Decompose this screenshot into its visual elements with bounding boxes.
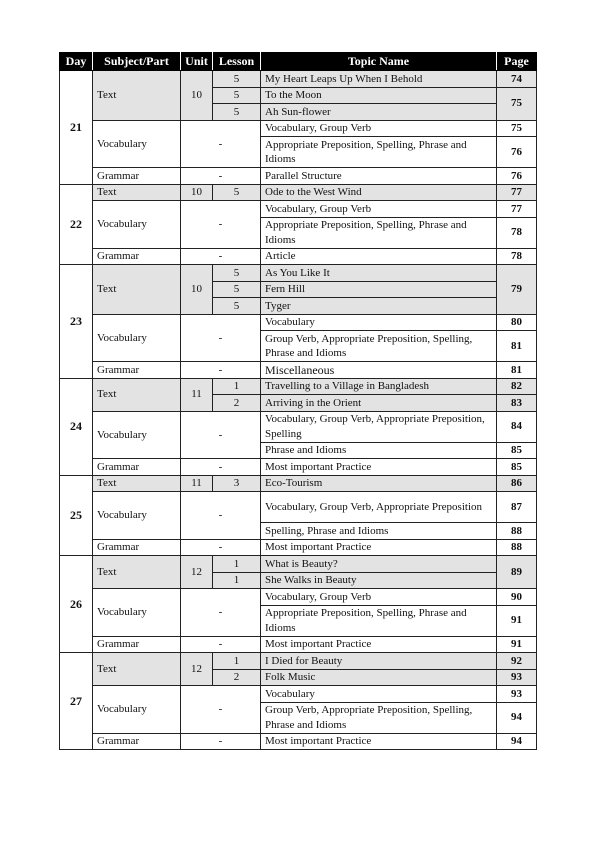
- header-lesson: Lesson: [213, 53, 261, 71]
- topic-name: Most important Practice: [261, 636, 497, 653]
- unit-dash: -: [181, 589, 261, 637]
- page-number: 77: [497, 184, 537, 201]
- table-row: [60, 733, 537, 750]
- page-number: 75: [497, 120, 537, 137]
- page-number: 87: [497, 492, 537, 523]
- day-number: 22: [60, 184, 93, 265]
- table-row: [60, 492, 537, 523]
- subject-text: Text: [93, 184, 181, 201]
- subject-text: Text: [93, 653, 181, 686]
- table-row: [60, 378, 537, 395]
- day-number: 25: [60, 475, 93, 556]
- page-number: 94: [497, 733, 537, 750]
- subject-vocabulary: Vocabulary: [93, 201, 181, 249]
- lesson-number: 5: [213, 281, 261, 298]
- page-number: 94: [497, 702, 537, 733]
- subject-grammar: Grammar: [93, 539, 181, 556]
- page-number: 89: [497, 556, 537, 589]
- unit-dash: -: [181, 459, 261, 476]
- unit-number: 12: [181, 653, 213, 686]
- topic-name: Miscellaneous: [261, 362, 497, 379]
- page-number: 82: [497, 378, 537, 395]
- header-unit: Unit: [181, 53, 213, 71]
- page-number: 74: [497, 71, 537, 88]
- page-number: 79: [497, 265, 537, 315]
- page-number: 91: [497, 636, 537, 653]
- page-number: 76: [497, 137, 537, 168]
- header-row: [60, 53, 537, 71]
- table-row: [60, 71, 537, 88]
- table-row: [60, 184, 537, 201]
- topic-name: Article: [261, 248, 497, 265]
- topic-name: Ah Sun-flower: [261, 104, 497, 121]
- topic-name: Most important Practice: [261, 459, 497, 476]
- lesson-number: 1: [213, 378, 261, 395]
- unit-dash: -: [181, 492, 261, 540]
- page-number: 93: [497, 669, 537, 686]
- page-number: 80: [497, 314, 537, 331]
- page-number: 84: [497, 411, 537, 442]
- lesson-number: 3: [213, 475, 261, 492]
- lesson-number: 1: [213, 653, 261, 670]
- topic-name: Vocabulary, Group Verb, Appropriate Preposition, Spelling: [261, 411, 497, 442]
- subject-text: Text: [93, 265, 181, 315]
- table-row: [60, 201, 537, 218]
- lesson-number: 1: [213, 556, 261, 573]
- page-number: 75: [497, 87, 537, 120]
- subject-vocabulary: Vocabulary: [93, 589, 181, 637]
- table-row: [60, 475, 537, 492]
- topic-name: Group Verb, Appropriate Preposition, Spelling, Phrase and Idioms: [261, 702, 497, 733]
- topic-name: She Walks in Beauty: [261, 572, 497, 589]
- subject-vocabulary: Vocabulary: [93, 120, 181, 168]
- subject-grammar: Grammar: [93, 636, 181, 653]
- day-number: 21: [60, 71, 93, 185]
- day-number: 27: [60, 653, 93, 750]
- topic-name: My Heart Leaps Up When I Behold: [261, 71, 497, 88]
- topic-name: Vocabulary, Group Verb, Appropriate Preposition: [261, 492, 497, 523]
- topic-name: Group Verb, Appropriate Preposition, Spelling, Phrase and Idioms: [261, 331, 497, 362]
- unit-dash: -: [181, 201, 261, 249]
- topic-name: Eco-Tourism: [261, 475, 497, 492]
- subject-text: Text: [93, 475, 181, 492]
- page-number: 90: [497, 589, 537, 606]
- subject-vocabulary: Vocabulary: [93, 411, 181, 459]
- subject-vocabulary: Vocabulary: [93, 686, 181, 734]
- unit-dash: -: [181, 362, 261, 379]
- lesson-number: 5: [213, 71, 261, 88]
- subject-grammar: Grammar: [93, 168, 181, 185]
- topic-name: Vocabulary: [261, 314, 497, 331]
- topic-name: Vocabulary, Group Verb: [261, 120, 497, 137]
- header-page: Page: [497, 53, 537, 71]
- page-number: 91: [497, 605, 537, 636]
- header-topic: Topic Name: [261, 53, 497, 71]
- lesson-number: 5: [213, 184, 261, 201]
- unit-dash: -: [181, 636, 261, 653]
- page-number: 85: [497, 442, 537, 459]
- subject-grammar: Grammar: [93, 733, 181, 750]
- page-number: 93: [497, 686, 537, 703]
- lesson-number: 5: [213, 104, 261, 121]
- unit-number: 11: [181, 378, 213, 411]
- subject-text: Text: [93, 556, 181, 589]
- table-row: [60, 589, 537, 606]
- topic-name: Ode to the West Wind: [261, 184, 497, 201]
- lesson-number: 5: [213, 298, 261, 315]
- topic-name: Phrase and Idioms: [261, 442, 497, 459]
- table-row: [60, 120, 537, 137]
- topic-name: Most important Practice: [261, 733, 497, 750]
- page-number: 76: [497, 168, 537, 185]
- table-row: [60, 265, 537, 282]
- subject-grammar: Grammar: [93, 459, 181, 476]
- page-number: 85: [497, 459, 537, 476]
- unit-dash: -: [181, 539, 261, 556]
- day-number: 24: [60, 378, 93, 475]
- topic-name: Appropriate Preposition, Spelling, Phrase and Idioms: [261, 137, 497, 168]
- page-number: 77: [497, 201, 537, 218]
- table-row: [60, 686, 537, 703]
- unit-dash: -: [181, 248, 261, 265]
- topic-name: As You Like It: [261, 265, 497, 282]
- page-number: 78: [497, 248, 537, 265]
- table-row: [60, 362, 537, 379]
- table-row: [60, 636, 537, 653]
- topic-name: Parallel Structure: [261, 168, 497, 185]
- unit-number: 10: [181, 71, 213, 121]
- table-row: [60, 539, 537, 556]
- page-number: 92: [497, 653, 537, 670]
- table-row: [60, 653, 537, 670]
- unit-dash: -: [181, 411, 261, 459]
- unit-dash: -: [181, 314, 261, 362]
- page-number: 86: [497, 475, 537, 492]
- lesson-number: 2: [213, 395, 261, 412]
- topic-name: Appropriate Preposition, Spelling, Phrase and Idioms: [261, 605, 497, 636]
- page-number: 83: [497, 395, 537, 412]
- unit-number: 10: [181, 265, 213, 315]
- header-day: Day: [60, 53, 93, 71]
- unit-dash: -: [181, 686, 261, 734]
- table-row: [60, 248, 537, 265]
- page-number: 78: [497, 217, 537, 248]
- subject-text: Text: [93, 378, 181, 411]
- topic-name: Most important Practice: [261, 539, 497, 556]
- topic-name: Vocabulary, Group Verb: [261, 201, 497, 218]
- table-row: [60, 459, 537, 476]
- unit-dash: -: [181, 733, 261, 750]
- topic-name: Vocabulary: [261, 686, 497, 703]
- subject-grammar: Grammar: [93, 248, 181, 265]
- topic-name: To the Moon: [261, 87, 497, 104]
- subject-text: Text: [93, 71, 181, 121]
- topic-name: Arriving in the Orient: [261, 395, 497, 412]
- topic-name: I Died for Beauty: [261, 653, 497, 670]
- table-row: [60, 411, 537, 442]
- unit-number: 11: [181, 475, 213, 492]
- page-number: 88: [497, 523, 537, 540]
- topic-name: What is Beauty?: [261, 556, 497, 573]
- unit-number: 12: [181, 556, 213, 589]
- page-number: 88: [497, 539, 537, 556]
- table-row: [60, 168, 537, 185]
- lesson-number: 5: [213, 87, 261, 104]
- table-row: [60, 556, 537, 573]
- topic-name: Tyger: [261, 298, 497, 315]
- unit-dash: -: [181, 120, 261, 168]
- subject-grammar: Grammar: [93, 362, 181, 379]
- topic-name: Spelling, Phrase and Idioms: [261, 523, 497, 540]
- schedule-table: [59, 52, 537, 750]
- topic-name: Travelling to a Village in Bangladesh: [261, 378, 497, 395]
- topic-name: Folk Music: [261, 669, 497, 686]
- lesson-number: 1: [213, 572, 261, 589]
- header-subject: Subject/Part: [93, 53, 181, 71]
- page-number: 81: [497, 362, 537, 379]
- topic-name: Vocabulary, Group Verb: [261, 589, 497, 606]
- subject-vocabulary: Vocabulary: [93, 492, 181, 540]
- topic-name: Appropriate Preposition, Spelling, Phrase and Idioms: [261, 217, 497, 248]
- unit-number: 10: [181, 184, 213, 201]
- page-number: 81: [497, 331, 537, 362]
- subject-vocabulary: Vocabulary: [93, 314, 181, 362]
- day-number: 26: [60, 556, 93, 653]
- topic-name: Fern Hill: [261, 281, 497, 298]
- unit-dash: -: [181, 168, 261, 185]
- day-number: 23: [60, 265, 93, 379]
- lesson-number: 5: [213, 265, 261, 282]
- table-row: [60, 314, 537, 331]
- lesson-number: 2: [213, 669, 261, 686]
